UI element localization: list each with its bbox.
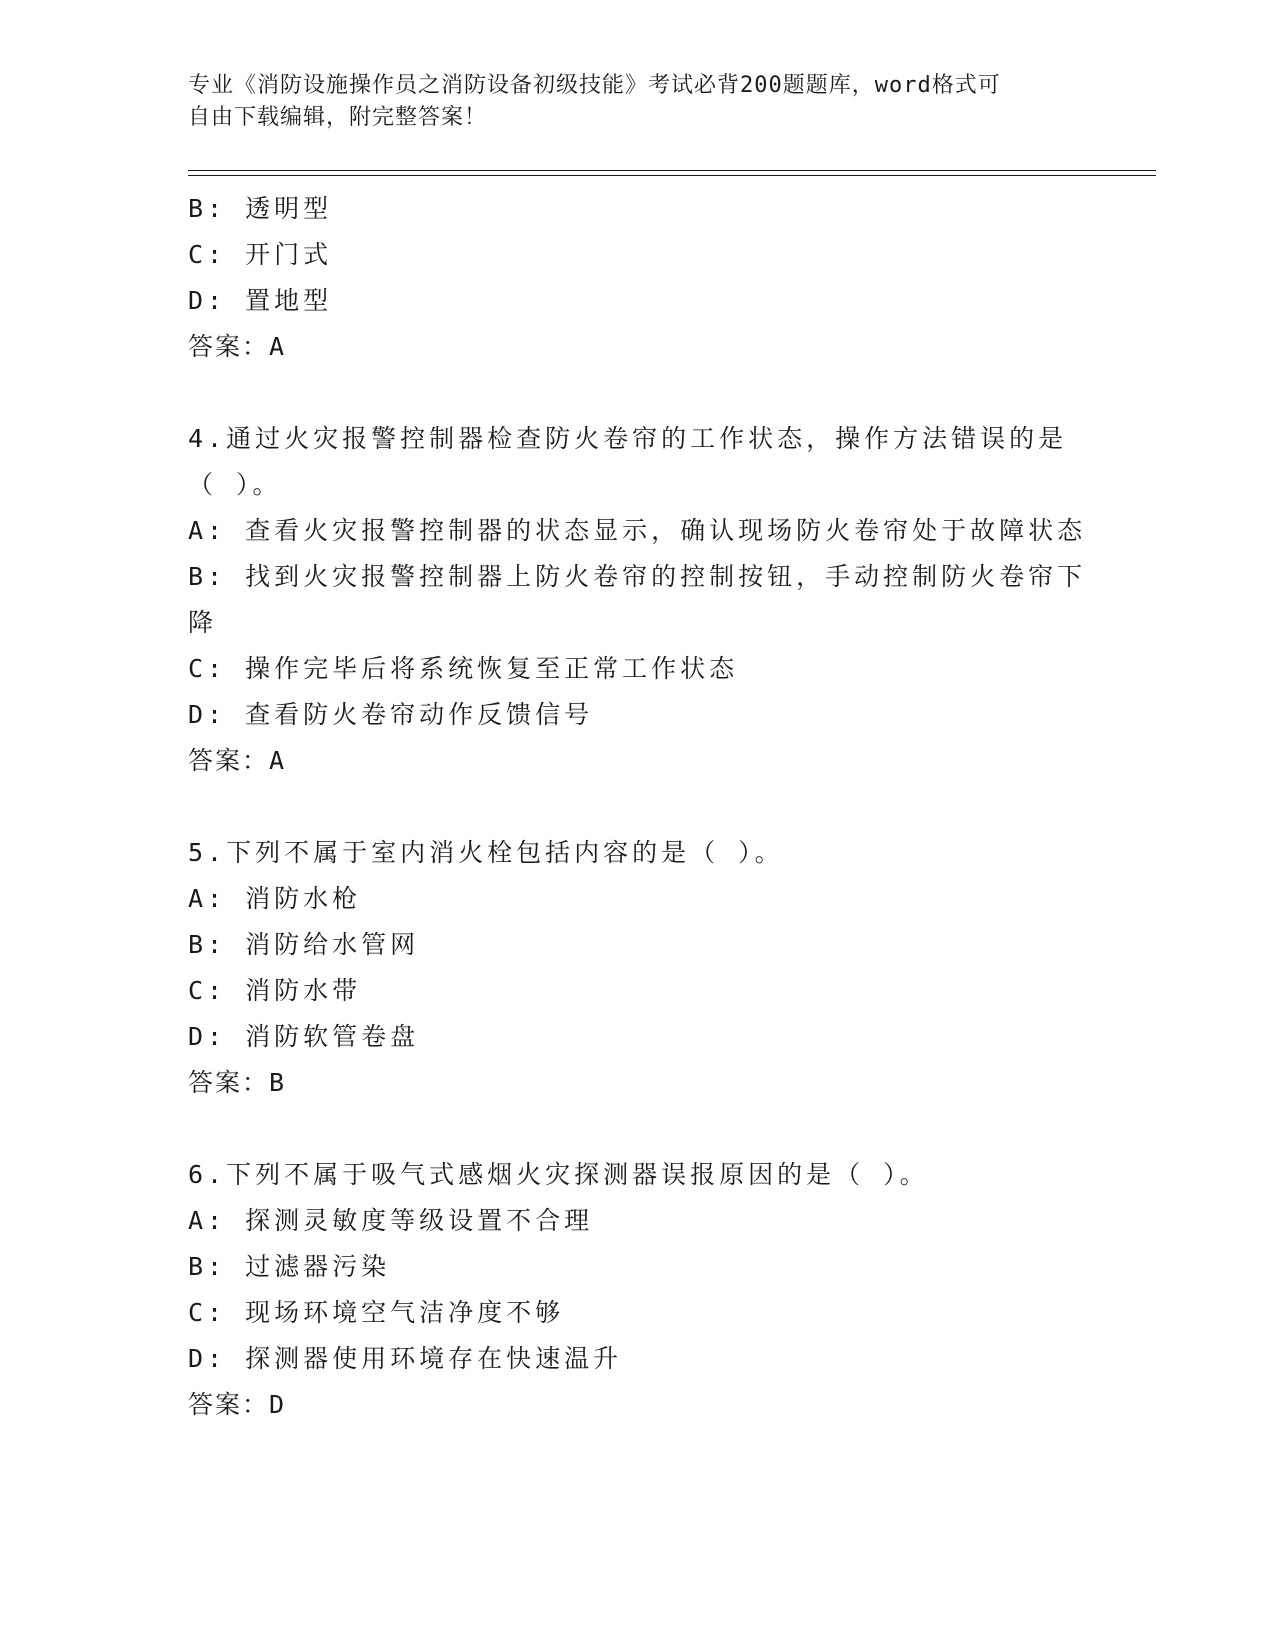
- option-c: C: 现场环境空气洁净度不够: [188, 1298, 565, 1327]
- option-b: B: 过滤器污染: [188, 1252, 391, 1281]
- question-stem: 6.下列不属于吸气式感烟火灾探测器误报原因的是（ ）。: [188, 1160, 929, 1189]
- option-a: A: 探测灵敏度等级设置不合理: [188, 1206, 594, 1235]
- option-d: D: 消防软管卷盘: [188, 1022, 420, 1051]
- option-c: C: 消防水带: [188, 976, 362, 1005]
- header-line-1: 专业《消防设施操作员之消防设备初级技能》考试必背200题题库，word格式可: [188, 73, 1001, 98]
- spacer: [188, 784, 1088, 830]
- spacer: [188, 370, 1088, 416]
- option-a: A: 消防水枪: [188, 884, 362, 913]
- question-list: [188, 186, 1088, 1428]
- option-b-cont: 降: [188, 608, 218, 637]
- answer: 答案：A: [188, 746, 287, 775]
- option-b: B: 找到火灾报警控制器上防火卷帘的控制按钮，手动控制防火卷帘下: [188, 562, 1087, 591]
- option-d: D: 置地型: [188, 286, 333, 315]
- answer: 答案：D: [188, 1390, 287, 1419]
- option-b: B: 消防给水管网: [188, 930, 420, 959]
- header-rule-bottom: [188, 175, 1156, 176]
- question-4: [188, 416, 1088, 784]
- question-5: [188, 830, 1088, 1106]
- option-d: D: 探测器使用环境存在快速温升: [188, 1344, 623, 1373]
- answer: 答案：B: [188, 1068, 287, 1097]
- header-line-2: 自由下载编辑，附完整答案！: [188, 105, 488, 130]
- answer: 答案：A: [188, 332, 287, 361]
- question-stem-cont: （ ）。: [188, 470, 282, 499]
- document-header: [188, 70, 1088, 134]
- question-3-tail: [188, 186, 1088, 370]
- question-stem: 5.下列不属于室内消火栓包括内容的是（ ）。: [188, 838, 784, 867]
- option-c: C: 操作完毕后将系统恢复至正常工作状态: [188, 654, 739, 683]
- option-b: B: 透明型: [188, 194, 333, 223]
- spacer: [188, 1106, 1088, 1152]
- question-stem: 4.通过火灾报警控制器检查防火卷帘的工作状态，操作方法错误的是: [188, 424, 1068, 453]
- header-rule-top: [188, 170, 1156, 171]
- option-c: C: 开门式: [188, 240, 333, 269]
- option-a: A: 查看火灾报警控制器的状态显示，确认现场防火卷帘处于故障状态: [188, 516, 1087, 545]
- option-d: D: 查看防火卷帘动作反馈信号: [188, 700, 594, 729]
- question-6: [188, 1152, 1088, 1428]
